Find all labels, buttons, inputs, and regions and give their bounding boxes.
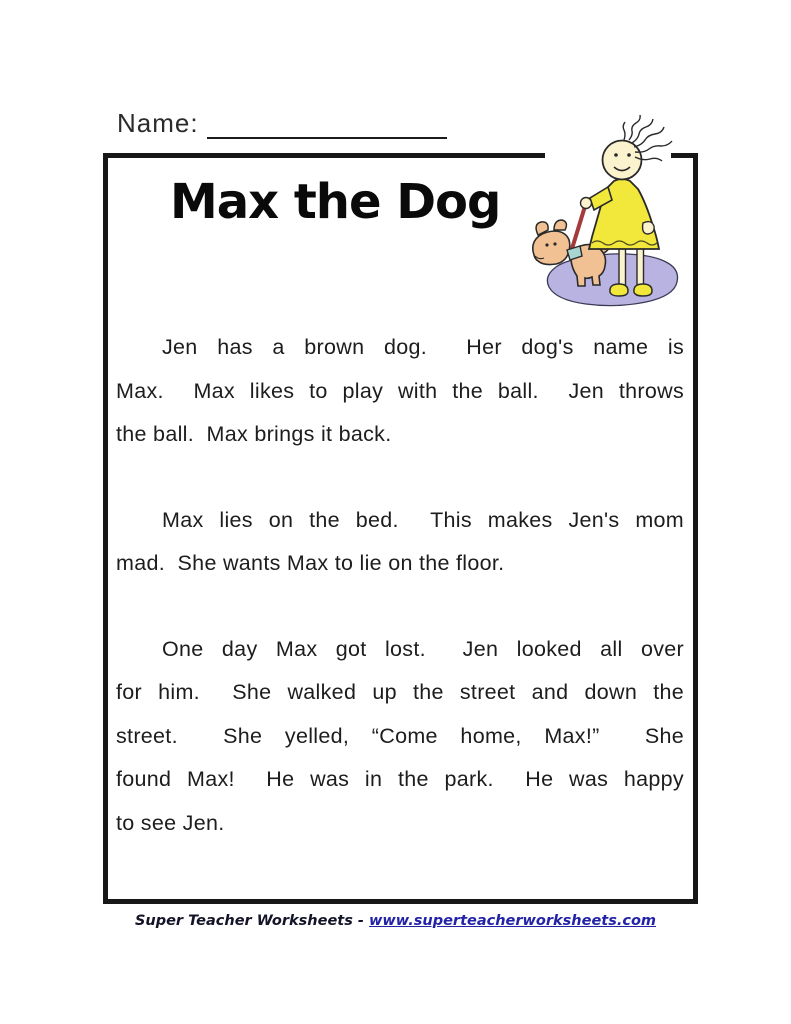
paragraph-3	[116, 628, 684, 846]
girl-walking-dog-illustration	[527, 103, 689, 310]
passage-line: mad. She wants Max to lie on the floor.	[116, 551, 505, 575]
passage-line: the ball. Max brings it back.	[116, 422, 392, 446]
passage-line: for him. She walked up the street and down the	[116, 680, 684, 704]
passage-line: One day Max got lost. Jen looked all over	[162, 636, 684, 661]
paragraph-2	[116, 499, 684, 586]
footer-text: Super Teacher Worksheets -	[134, 913, 369, 929]
name-write-in-blank	[207, 109, 447, 139]
passage-line: Max lies on the bed. This makes Jen's mom	[162, 507, 684, 532]
reading-passage	[116, 326, 684, 887]
footer-link[interactable]: www.superteacherworksheets.com	[368, 913, 657, 929]
paragraph-1	[116, 326, 684, 457]
passage-line: Max. Max likes to play with the ball. Jen throws	[116, 378, 684, 403]
passage-line: found Max! He was in the park. He was happy	[116, 767, 684, 791]
story-title: Max the Dog	[170, 174, 501, 230]
passage-line: street. She yelled, “Come home, Max!” She	[116, 723, 684, 748]
name-row	[117, 108, 447, 139]
passage-line: to see Jen.	[116, 810, 225, 835]
name-label: Name:	[117, 108, 199, 138]
footer-credit	[0, 913, 791, 929]
girl-walking-dog-icon	[527, 103, 689, 310]
passage-line: Jen has a brown dog. Her dog's name is	[162, 335, 684, 359]
